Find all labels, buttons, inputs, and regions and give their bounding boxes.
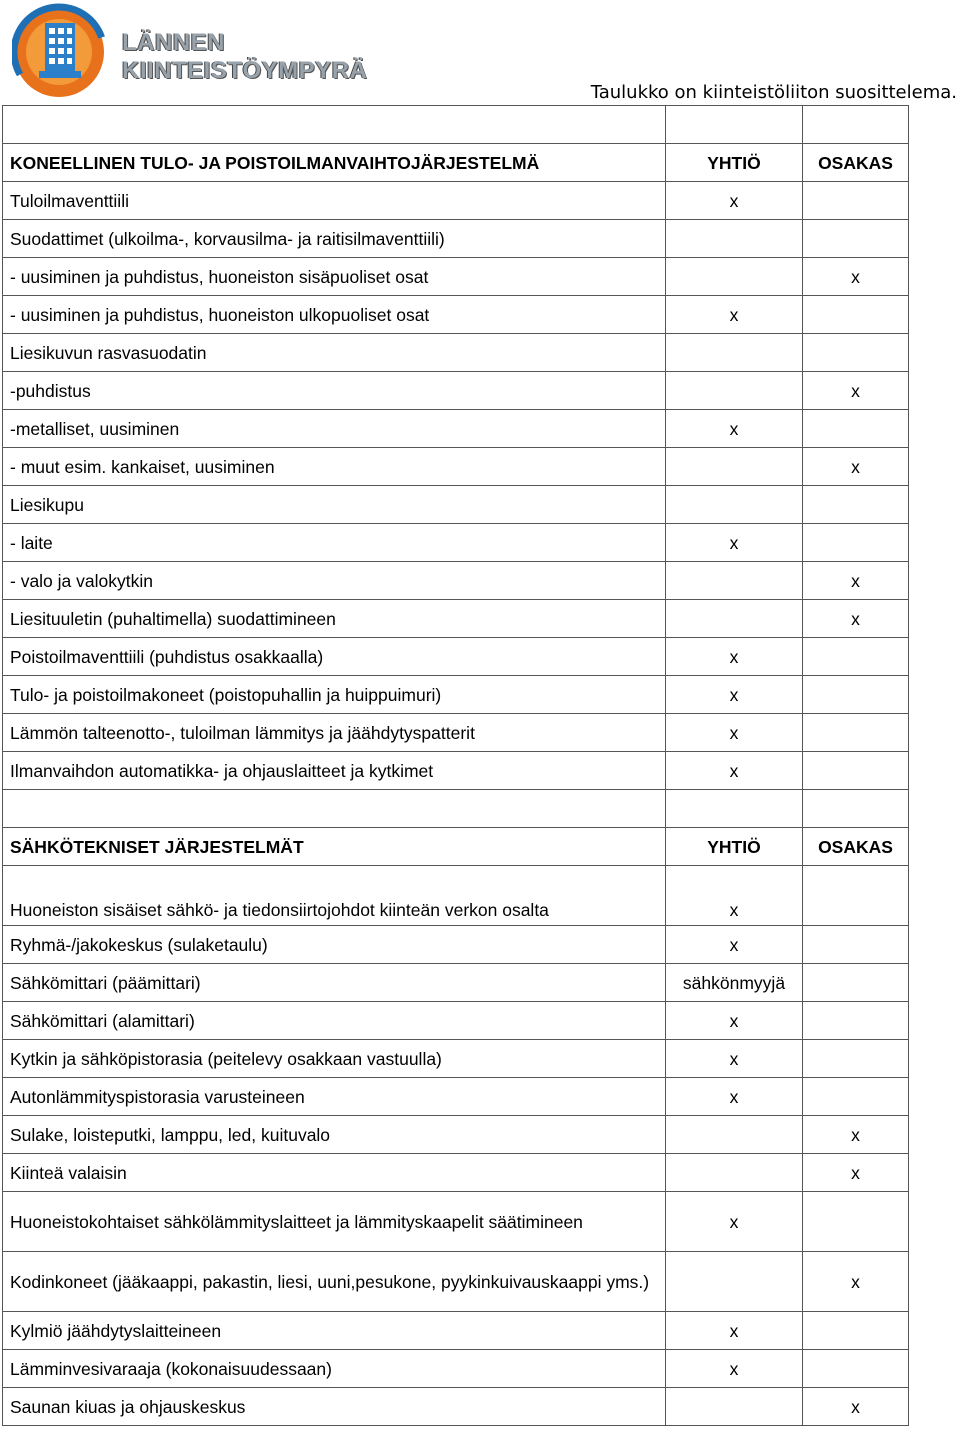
yhtio-cell (666, 448, 803, 486)
row-label: Kylmiö jäähdytyslaitteineen (3, 1312, 666, 1350)
responsibility-table-body (3, 106, 909, 1426)
osakas-cell: x (803, 372, 909, 410)
row-label: Ilmanvaihdon automatikka- ja ohjauslaitteet ja kytkimet (3, 752, 666, 790)
yhtio-cell (666, 106, 803, 144)
document-header (0, 0, 960, 106)
osakas-cell (803, 1312, 909, 1350)
table-row (3, 1252, 909, 1312)
table-row (3, 638, 909, 676)
section-osakas-cell: OSAKAS (803, 828, 909, 866)
row-label: Poistoilmaventtiili (puhdistus osakkaalla) (3, 638, 666, 676)
logo-line-1: LÄNNEN (122, 29, 225, 56)
osakas-cell (803, 182, 909, 220)
yhtio-cell: x (666, 1002, 803, 1040)
building-logo-icon (12, 3, 112, 101)
table-row (3, 752, 909, 790)
osakas-cell: x (803, 258, 909, 296)
table-row (3, 182, 909, 220)
yhtio-cell: x (666, 410, 803, 448)
yhtio-cell: sähkönmyyjä (666, 964, 803, 1002)
recommendation-note: Taulukko on kiinteistöliiton suosittelema. (590, 82, 957, 103)
table-row (3, 1312, 909, 1350)
osakas-cell (803, 296, 909, 334)
yhtio-cell: x (666, 638, 803, 676)
table-row (3, 334, 909, 372)
osakas-cell (803, 1040, 909, 1078)
row-label (3, 790, 666, 828)
osakas-cell: x (803, 448, 909, 486)
osakas-cell (803, 486, 909, 524)
yhtio-cell: x (666, 866, 803, 926)
table-row (3, 926, 909, 964)
responsibility-table (2, 105, 909, 1426)
osakas-cell (803, 752, 909, 790)
table-row (3, 220, 909, 258)
row-label: - muut esim. kankaiset, uusiminen (3, 448, 666, 486)
table-row (3, 1078, 909, 1116)
row-label: - laite (3, 524, 666, 562)
table-row (3, 1040, 909, 1078)
spacer-row (3, 106, 909, 144)
yhtio-cell (666, 562, 803, 600)
section-yhtio-cell: YHTIÖ (666, 828, 803, 866)
osakas-cell (803, 926, 909, 964)
section-yhtio-cell: YHTIÖ (666, 144, 803, 182)
osakas-cell: x (803, 562, 909, 600)
row-label: Kytkin ja sähköpistorasia (peitelevy osakkaan vastuulla) (3, 1040, 666, 1078)
osakas-cell: x (803, 1388, 909, 1426)
osakas-cell (803, 106, 909, 144)
logo-line-2: KIINTEISTÖYMPYRÄ (122, 57, 368, 84)
osakas-cell (803, 1078, 909, 1116)
row-label: Tulo- ja poistoilmakoneet (poistopuhallin ja huippuimuri) (3, 676, 666, 714)
section-row-label: SÄHKÖTEKNISET JÄRJESTELMÄT (3, 828, 666, 866)
row-label: Liesikupu (3, 486, 666, 524)
table-row (3, 524, 909, 562)
spacer-row (3, 790, 909, 828)
yhtio-cell (666, 258, 803, 296)
yhtio-cell (666, 486, 803, 524)
row-label: - valo ja valokytkin (3, 562, 666, 600)
table-row (3, 296, 909, 334)
osakas-cell (803, 1192, 909, 1252)
osakas-cell (803, 220, 909, 258)
table-row (3, 562, 909, 600)
logo-wordmark (122, 29, 367, 85)
yhtio-cell: x (666, 1312, 803, 1350)
section-header-row (3, 828, 909, 866)
table-row (3, 258, 909, 296)
row-label: - uusiminen ja puhdistus, huoneiston sisäpuoliset osat (3, 258, 666, 296)
table-row (3, 1154, 909, 1192)
section-osakas-cell: OSAKAS (803, 144, 909, 182)
table-row (3, 486, 909, 524)
osakas-cell (803, 410, 909, 448)
yhtio-cell: x (666, 676, 803, 714)
yhtio-cell (666, 220, 803, 258)
row-label: -metalliset, uusiminen (3, 410, 666, 448)
osakas-cell (803, 964, 909, 1002)
yhtio-cell (666, 790, 803, 828)
table-row (3, 866, 909, 926)
row-label: Kiinteä valaisin (3, 1154, 666, 1192)
row-label: Suodattimet (ulkoilma-, korvausilma- ja raitisilmaventtiili) (3, 220, 666, 258)
row-label: Kodinkoneet (jääkaappi, pakastin, liesi, uuni,pesukone, pyykinkuivauskaappi yms.) (3, 1252, 666, 1312)
yhtio-cell: x (666, 296, 803, 334)
table-row (3, 1002, 909, 1040)
row-label: Sulake, loisteputki, lamppu, led, kuituvalo (3, 1116, 666, 1154)
table-row (3, 1192, 909, 1252)
row-label (3, 106, 666, 144)
yhtio-cell: x (666, 1040, 803, 1078)
yhtio-cell: x (666, 1078, 803, 1116)
row-label: Liesituuletin (puhaltimella) suodattimineen (3, 600, 666, 638)
table-row (3, 1388, 909, 1426)
row-label: Sähkömittari (alamittari) (3, 1002, 666, 1040)
table-row (3, 714, 909, 752)
osakas-cell (803, 866, 909, 926)
yhtio-cell: x (666, 926, 803, 964)
osakas-cell (803, 714, 909, 752)
table-row (3, 676, 909, 714)
table-row (3, 410, 909, 448)
row-label: Ryhmä-/jakokeskus (sulaketaulu) (3, 926, 666, 964)
yhtio-cell (666, 1116, 803, 1154)
row-label: Sähkömittari (päämittari) (3, 964, 666, 1002)
table-row (3, 600, 909, 638)
yhtio-cell (666, 600, 803, 638)
section-header-row (3, 144, 909, 182)
table-row (3, 964, 909, 1002)
osakas-cell: x (803, 1154, 909, 1192)
table-row (3, 1116, 909, 1154)
osakas-cell (803, 676, 909, 714)
yhtio-cell: x (666, 182, 803, 220)
row-label: Tuloilmaventtiili (3, 182, 666, 220)
row-label: -puhdistus (3, 372, 666, 410)
yhtio-cell: x (666, 714, 803, 752)
yhtio-cell (666, 334, 803, 372)
yhtio-cell (666, 1154, 803, 1192)
osakas-cell: x (803, 1116, 909, 1154)
yhtio-cell: x (666, 752, 803, 790)
osakas-cell (803, 524, 909, 562)
yhtio-cell: x (666, 524, 803, 562)
osakas-cell (803, 1002, 909, 1040)
row-label: - uusiminen ja puhdistus, huoneiston ulkopuoliset osat (3, 296, 666, 334)
section-row-label: KONEELLINEN TULO- JA POISTOILMANVAIHTOJÄRJESTELMÄ (3, 144, 666, 182)
row-label: Huoneistokohtaiset sähkölämmityslaitteet ja lämmityskaapelit säätimineen (3, 1192, 666, 1252)
row-label: Saunan kiuas ja ohjauskeskus (3, 1388, 666, 1426)
table-row (3, 448, 909, 486)
row-label: Huoneiston sisäiset sähkö- ja tiedonsiirtojohdot kiinteän verkon osalta (3, 866, 666, 926)
row-label: Autonlämmityspistorasia varusteineen (3, 1078, 666, 1116)
osakas-cell (803, 638, 909, 676)
row-label: Lämmön talteenotto-, tuloilman lämmitys ja jäähdytyspatterit (3, 714, 666, 752)
osakas-cell (803, 334, 909, 372)
yhtio-cell (666, 372, 803, 410)
table-row (3, 372, 909, 410)
osakas-cell (803, 790, 909, 828)
osakas-cell: x (803, 1252, 909, 1312)
osakas-cell: x (803, 600, 909, 638)
yhtio-cell (666, 1252, 803, 1312)
row-label: Lämminvesivaraaja (kokonaisuudessaan) (3, 1350, 666, 1388)
row-label: Liesikuvun rasvasuodatin (3, 334, 666, 372)
company-logo (12, 3, 368, 101)
osakas-cell (803, 1350, 909, 1388)
yhtio-cell (666, 1388, 803, 1426)
table-row (3, 1350, 909, 1388)
yhtio-cell: x (666, 1350, 803, 1388)
yhtio-cell: x (666, 1192, 803, 1252)
